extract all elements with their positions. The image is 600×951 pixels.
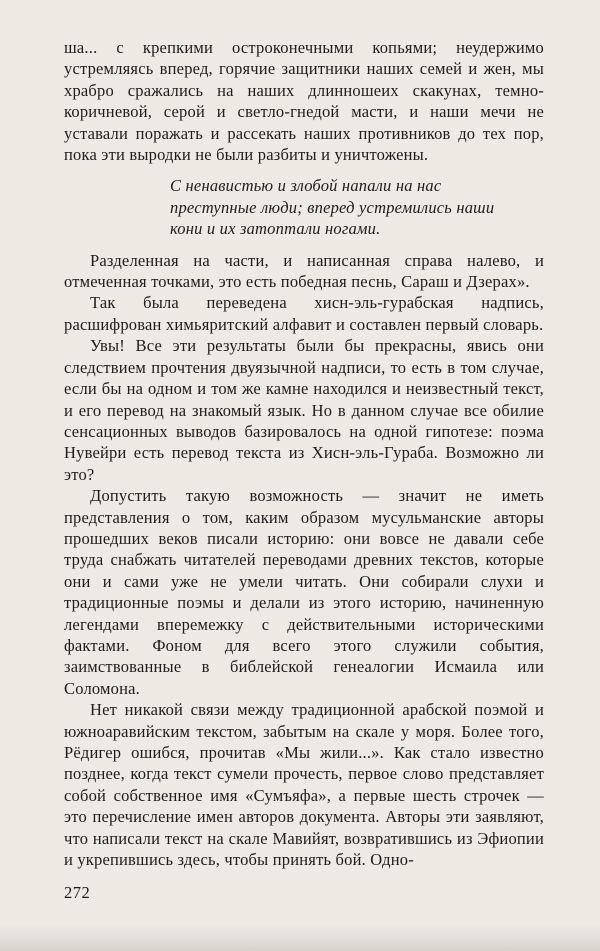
paragraph: Нет никакой связи между традиционной арабской поэмой и южноаравийским текстом, забытым на скале у моря. Более того, Рёдигер ошибся, прочитав «Мы жили...». Как стало известно позднее, когда текст сумели прочесть, первое слово представляет собой собственное имя «Сумъяфа», а первые шесть строчек — это перечисление имен авторов документа. Авторы эти заявляют, что написали текст на скале Мавийят, возвратившись из Эфиопии и укрепившись здесь, чтобы принять бой. Одно-	[64, 700, 544, 870]
paragraph-continuation: ша... с крепкими остроконечными копьями; неудержимо устремляясь вперед, горячие защитники наших семей и жен, мы храбро сражались на наших длинношеих скакунах, темно-коричневой, серой и светло-гнедой масти, и наши мечи не уставали поражать и рассекать наших противников до тех пор, пока эти выродки не были разбиты и уничтожены.	[64, 38, 544, 165]
paragraph: Так была переведена хисн-эль-гурабская надпись, расшифрован химьяритский алфавит и составлен первый словарь.	[64, 293, 544, 334]
paragraph: Увы! Все эти результаты были бы прекрасны, явись они следствием прочтения двуязычной надписи, то есть в том случае, если бы на одном и том же камне находился и неизвестный текст, и его перевод на знакомый язык. Но в данном случае все обилие сенсационных выводов базировалось на одной гипотезе: поэма Нувейри есть перевод текста из Хисн-эль-Гураба. Возможно ли это?	[64, 336, 544, 484]
verse-quote: С ненавистью и злобой напали на нас преступные люди; вперед устремились наши кони и их затоптали ногами.	[170, 176, 495, 239]
paragraph: Разделенная на части, и написанная справа налево, и отмеченная точками, это есть победная песнь, Сараш и Дзерах».	[64, 250, 544, 292]
paragraph: Допустить такую возможность — значит не иметь представления о том, каким образом мусульманские авторы прошедших веков писали историю: они вовсе не давали себе труда снабжать читателей переводами древних текстов, которые они и сами уже не умели читать. Они собирали слухи и традиционные поэмы и делали из этого историю, начиненную легендами вперемежку с действительными историческими фактами. Фоном для всего этого служили события, заимствованные в библейской генеалогии Исмаила или Соломона.	[64, 486, 544, 698]
page-text-block	[64, 37, 544, 870]
page-number: 272	[64, 883, 91, 902]
